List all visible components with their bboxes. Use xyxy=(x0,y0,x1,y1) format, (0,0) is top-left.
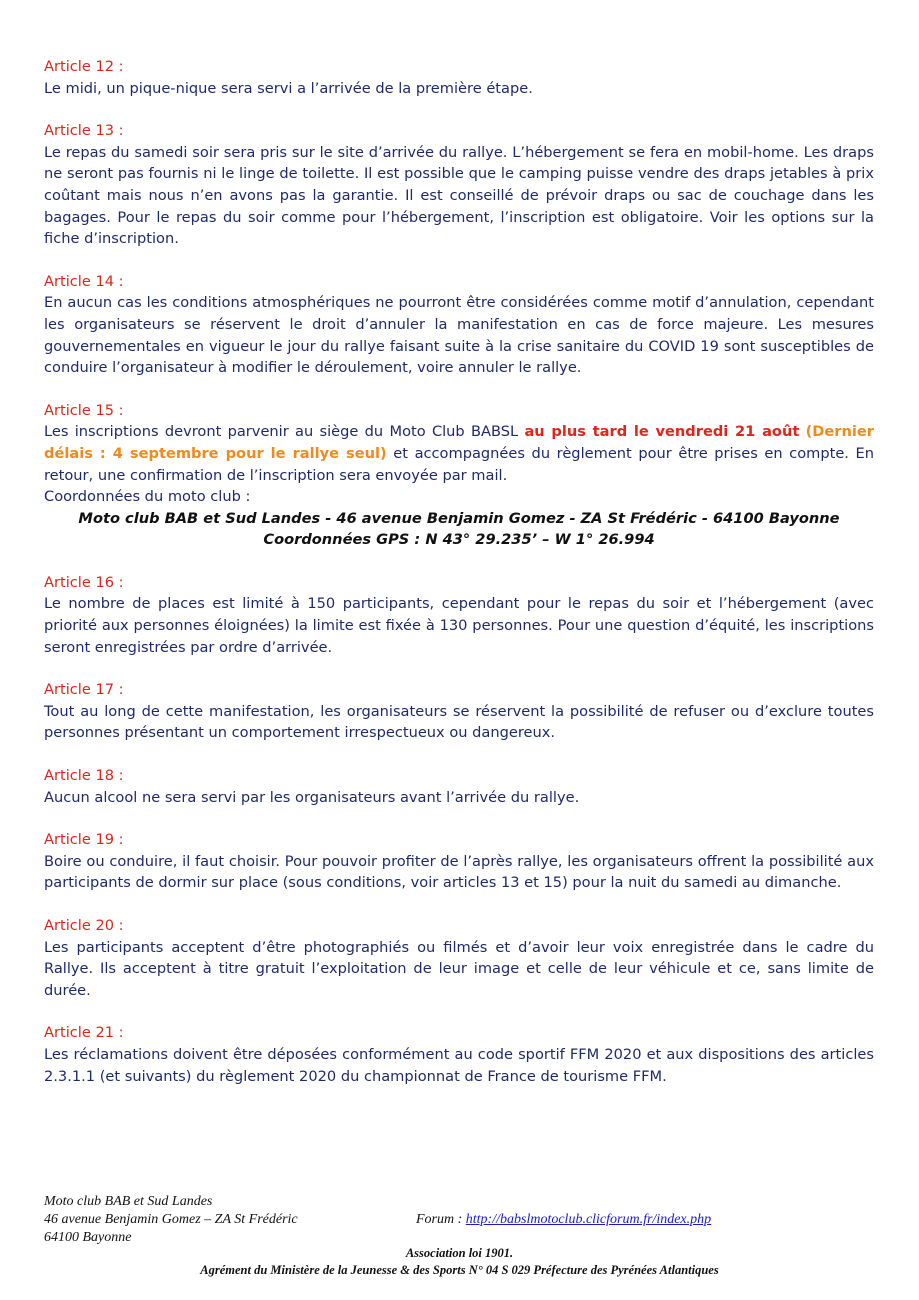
article-title: Article 14 : xyxy=(44,272,124,290)
article-text: Les réclamations doivent être déposées conformément au code sportif FFM 2020 et aux dispositions des articles 2.3.1.1 (et suivants) du règlement 2020 du championnat de France de tourisme FFM. xyxy=(44,1045,874,1085)
legal-notice xyxy=(0,1245,919,1279)
forum-link[interactable]: http://babslmotoclub.clicforum.fr/index.php xyxy=(465,1212,712,1227)
article-title: Article 12 : xyxy=(44,58,124,75)
registration-intro: Les inscriptions devront parvenir au siège du Moto Club BABSL xyxy=(44,423,525,441)
footer-forum xyxy=(416,1211,711,1229)
article-title: Article 19 : xyxy=(44,831,124,849)
article-17 xyxy=(44,679,874,744)
late-deadline-note: (Dernier délais : 4 septembre pour le rallye seul) xyxy=(44,423,874,462)
footer-city: 64100 Bayonne xyxy=(44,1230,132,1245)
article-title: Article 13 : xyxy=(44,122,124,140)
article-19 xyxy=(44,829,874,894)
article-text: Les participants acceptent d’être photographiés ou filmés et d’avoir leur voix enregistrée dans le cadre du Rallye. Ils acceptent à titre gratuit l’exploitation de leur image et celle de leur véhicule et ce, sans limite de durée. xyxy=(44,938,874,999)
document-body xyxy=(44,56,874,1108)
article-21 xyxy=(44,1022,874,1087)
article-text: Boire ou conduire, il faut choisir. Pour pouvoir profiter de l’après rallye, les organisateurs offrent la possibilité aux participants de dormir sur place (sous conditions, voir articles 13 et 15) pour la nuit du samedi au dimanche. xyxy=(44,852,874,892)
ministry-agrement: Agrément du Ministère de la Jeunesse & des Sports N° 04 S 029 Préfecture des Pyrénées Atlantiques xyxy=(200,1263,719,1277)
article-18 xyxy=(44,765,874,808)
article-16 xyxy=(44,572,874,658)
forum-label: Forum : xyxy=(416,1212,466,1227)
article-text xyxy=(44,421,874,507)
article-title: Article 21 : xyxy=(44,1024,124,1042)
footer-street: 46 avenue Benjamin Gomez – ZA St Frédéric xyxy=(44,1212,298,1227)
article-title: Article 15 : xyxy=(44,401,124,419)
article-text: En aucun cas les conditions atmosphériques ne pourront être considérées comme motif d’annulation, cependant les organisateurs se réservent le droit d’annuler la manifestation en cas de force majeure. Les mesures gouvernementales en vigueur le jour du rallye faisant suite à la crise sanitaire du COVID 19 sont susceptibles de conduire l’organisateur à modifier le déroulement, voire annuler le rallye. xyxy=(44,294,874,377)
article-15 xyxy=(44,400,874,551)
association-status: Association loi 1901. xyxy=(405,1246,514,1260)
registration-outro: et accompagnées du règlement pour être prises en compte. En retour, une confirmation de l’inscription sera envoyée par mail. xyxy=(44,444,874,484)
contact-label: Coordonnées du moto club : xyxy=(44,488,251,506)
article-title: Article 17 : xyxy=(44,681,124,699)
article-13 xyxy=(44,120,874,250)
registration-deadline: au plus tard le vendredi 21 août xyxy=(524,423,800,441)
footer-club-name: Moto club BAB et Sud Landes xyxy=(44,1194,213,1209)
registration-paragraph xyxy=(44,421,874,486)
article-20 xyxy=(44,915,874,1001)
article-title: Article 18 : xyxy=(44,767,124,785)
footer-address xyxy=(44,1193,298,1247)
gps-coordinates: Coordonnées GPS : N 43° 29.235’ – W 1° 26.994 xyxy=(263,531,655,549)
club-address-line: Moto club BAB et Sud Landes - 46 avenue Benjamin Gomez - ZA St Frédéric - 64100 Bayonne xyxy=(78,509,840,527)
article-text: Tout au long de cette manifestation, les organisateurs se réservent la possibilité de refuser ou d’exclure toutes personnes présentant un comportement irrespectueux ou dangereux. xyxy=(44,702,874,742)
article-text: Aucun alcool ne sera servi par les organisateurs avant l’arrivée du rallye. xyxy=(44,788,580,806)
article-title: Article 20 : xyxy=(44,917,124,934)
article-12 xyxy=(44,56,874,99)
article-text: Le midi, un pique-nique sera servi a l’arrivée de la première étape. xyxy=(44,79,533,97)
article-14 xyxy=(44,271,874,379)
article-text: Le repas du samedi soir sera pris sur le site d’arrivée du rallye. L’hébergement se fera en mobil-home. Les draps ne seront pas fournis ni le linge de toilette. Il est possible que le camping puisse vendre des draps jetables à prix coûtant mais nous n’en avons pas la garantie. Il est conseillé de prévoir draps ou sac de couchage dans les bagages. Pour le repas du soir comme pour l’hébergement, l’inscription est obligatoire. Voir les options sur la fiche d’inscription. xyxy=(44,143,874,248)
article-text: Le nombre de places est limité à 150 participants, cependant pour le repas du soir et l’hébergement (avec priorité aux personnes éloignées) la limite est fixée à 130 personnes. Pour une question d’équité, les inscriptions seront enregistrées par ordre d’arrivée. xyxy=(44,595,874,656)
article-title: Article 16 : xyxy=(44,573,124,591)
